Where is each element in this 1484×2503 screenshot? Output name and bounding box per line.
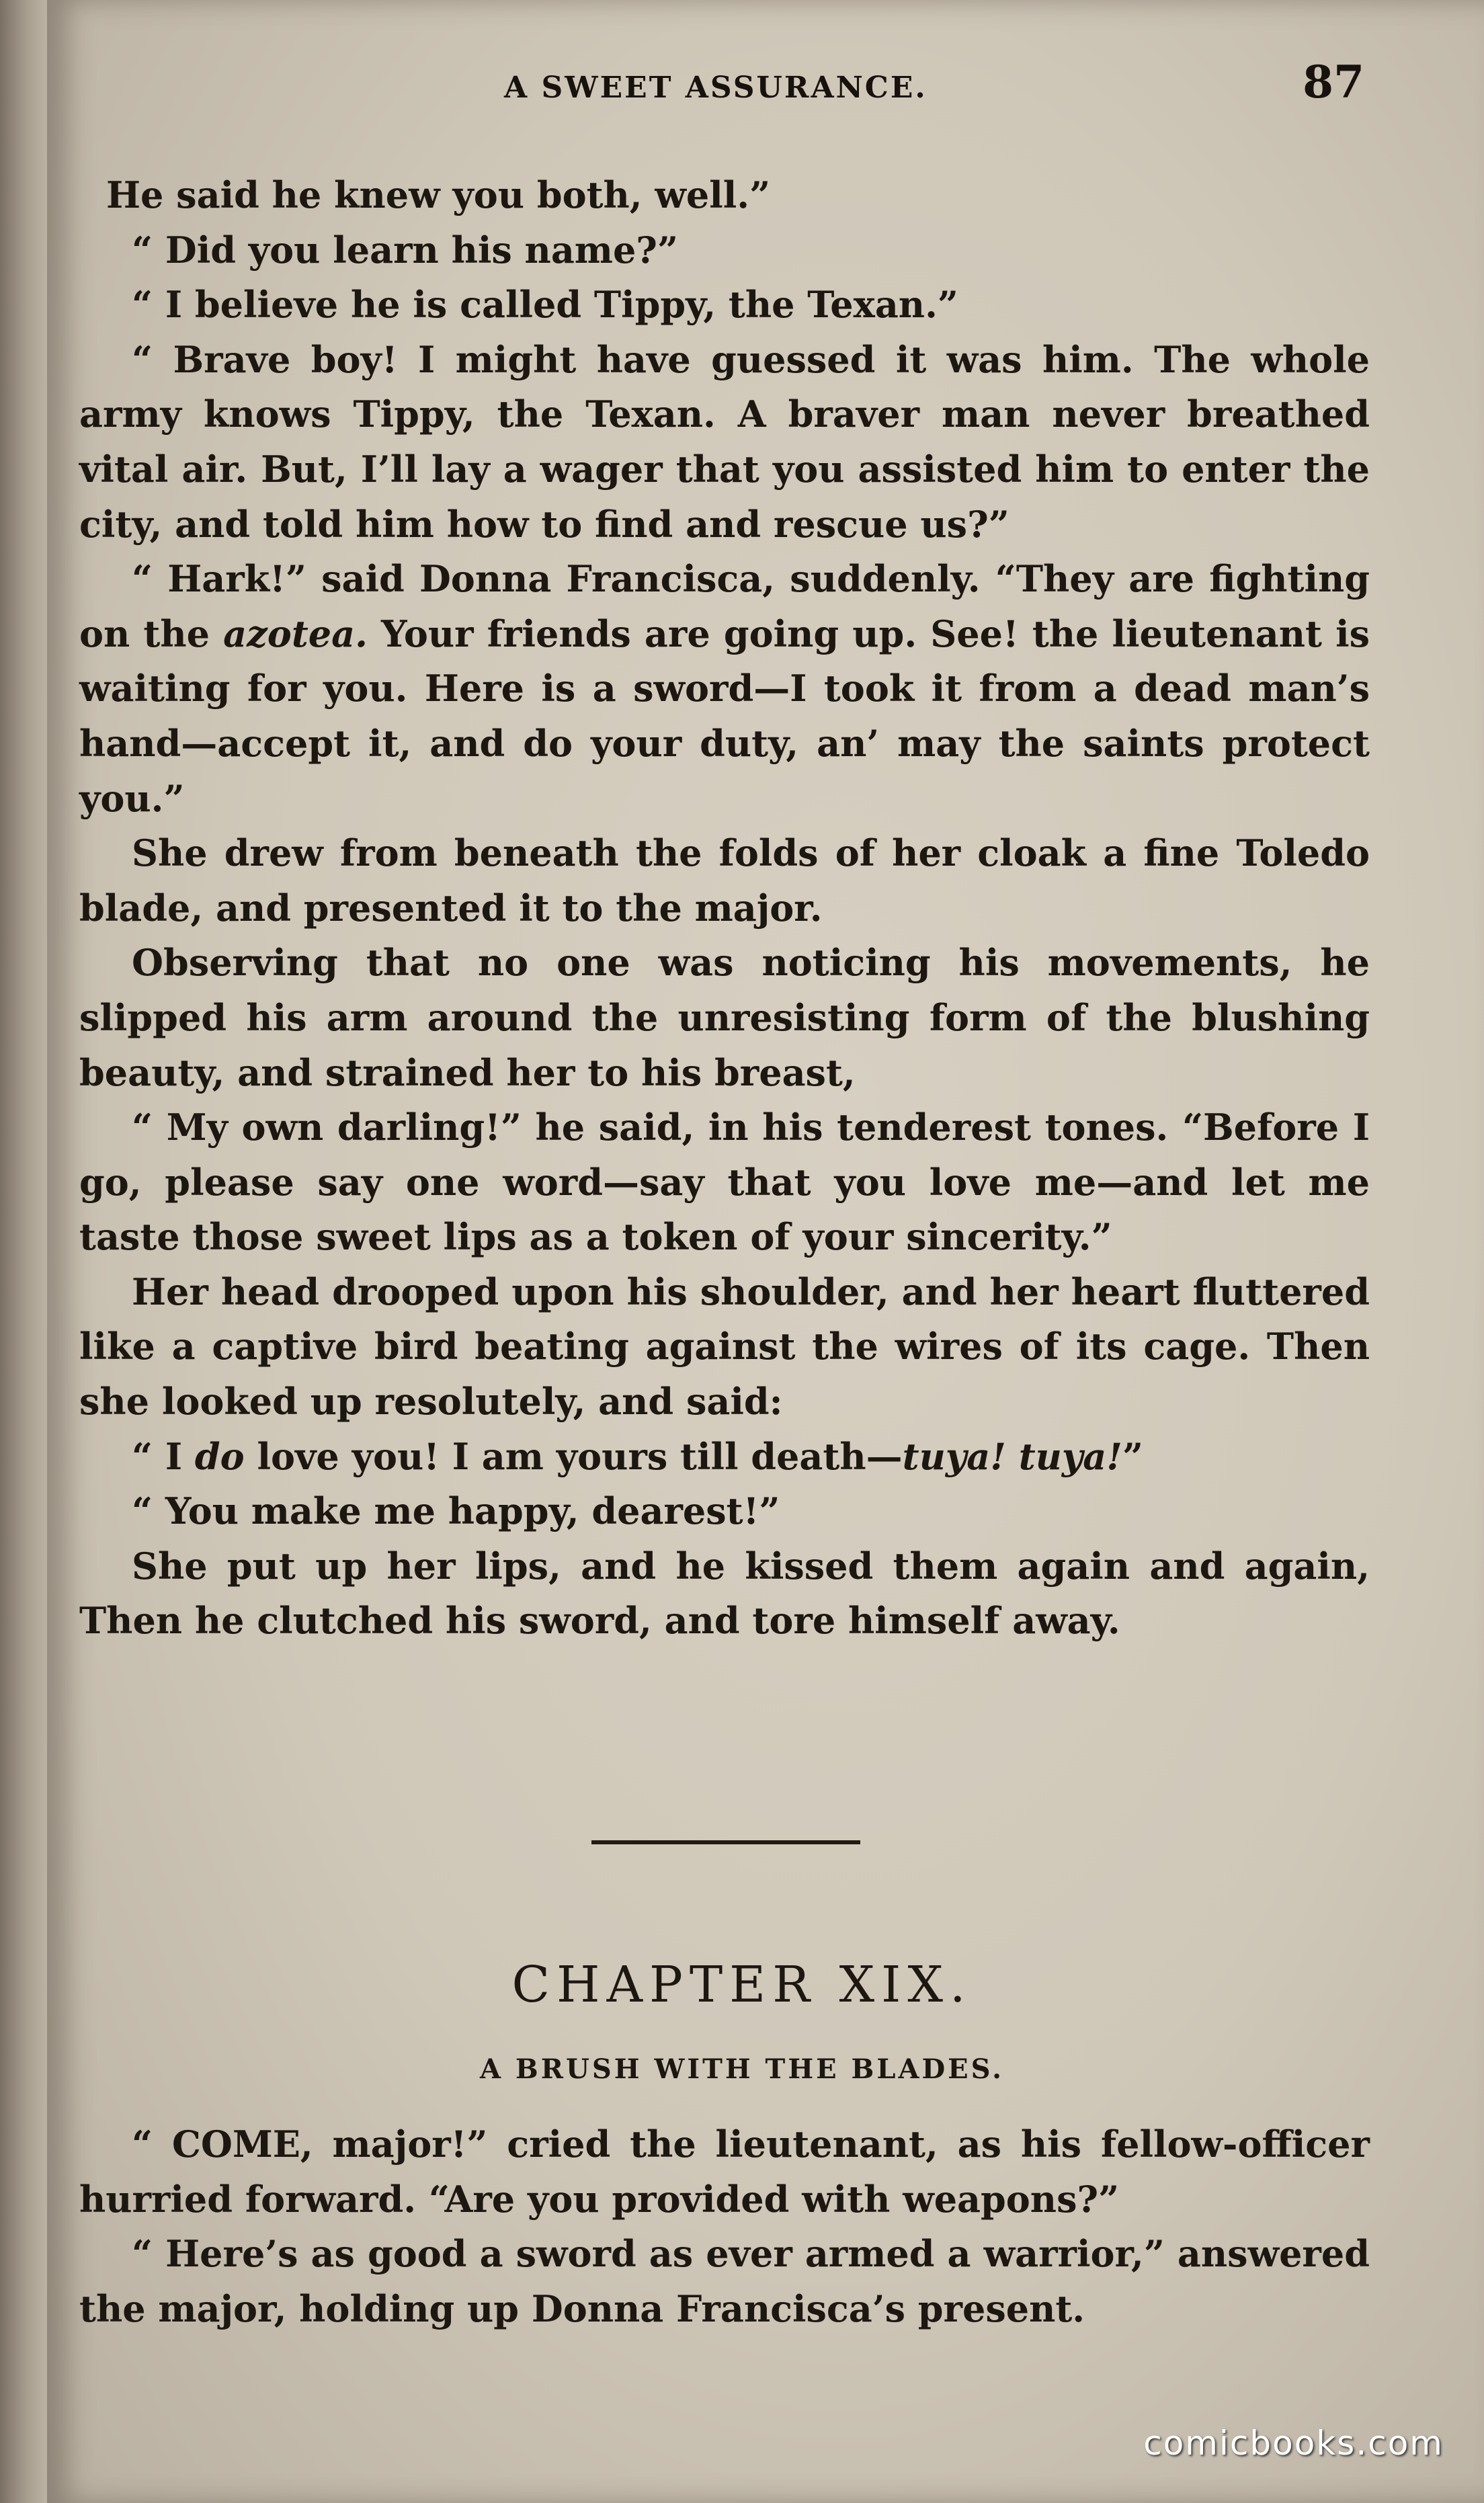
text-run: “ Hark!” said Donna Francisca, suddenly. “They are fighting on the [79,557,1370,655]
section-divider [591,1840,860,1844]
running-head: A SWEET ASSURANCE. [504,71,928,105]
paragraph: “ Brave boy! I might have guessed it was him. The whole army knows Tippy, the Texan. A braver man never breathed vital air. But, I’ll lay a wager that you assisted him to enter the city, and told him how to find and rescue us?” [79,337,1370,546]
paragraph: Her head drooped upon his shoulder, and her heart fluttered like a captive bird beating against the wires of its cage. Then she looked up resolutely, and said: [79,1270,1370,1424]
text-run: love you! I am yours till death— [244,1434,903,1478]
text-run: “ I [132,1434,195,1478]
paragraph: “ COME, major!” cried the lieutenant, as his fellow-officer hurried forward. “Are you provided with weapons?” [79,2123,1370,2221]
italic-text: do [194,1434,245,1478]
italic-text: azotea. [223,612,368,655]
chapter-text-body [79,168,1370,1649]
page-header [87,56,1364,124]
chapter-opening-text [79,2117,1370,2336]
paragraph [79,552,1370,826]
chapter-subtitle: A BRUSH WITH THE BLADES. [479,2053,1005,2085]
text-run: ” [1122,1434,1144,1478]
paragraph: “ Here’s as good a sword as ever armed a warrior,” answered the major, holding up Donna Francisca’s present. [79,2232,1370,2330]
paragraph: “ You make me happy, dearest!” [132,1489,780,1533]
paragraph: She drew from beneath the folds of her cloak a fine Toledo blade, and presented it to the major. [79,831,1370,930]
paragraph: “ My own darling!” he said, in his tenderest tones. “Before I go, please say one word—say that you love me—and let me taste those sweet lips as a token of your sincerity.” [79,1106,1370,1259]
page-number: 87 [1303,56,1364,108]
italic-text: tuya! tuya! [902,1434,1122,1478]
chapter-title: CHAPTER XIX. [511,1956,973,2014]
paragraph: Observing that no one was noticing his movements, he slipped his arm around the unresisting form of the blushing beauty, and strained her to his breast, [79,941,1370,1094]
paragraph: He said he knew you both, well.” [106,173,771,216]
paragraph: “ Did you learn his name?” [132,228,679,272]
paragraph [79,1430,1370,1485]
paragraph: “ I believe he is called Tippy, the Texan.” [132,283,958,327]
paragraph: She put up her lips, and he kissed them again and again, Then he clutched his sword, and tore himself away. [79,1544,1370,1643]
watermark: comicbooks.com [1143,2424,1444,2463]
text-run: Your friends are going up. See! the lieutenant is waiting for you. Here is a sword—I took it from a dead man’s hand—accept it, and do your duty, an’ may the saints protect you.” [79,612,1370,820]
